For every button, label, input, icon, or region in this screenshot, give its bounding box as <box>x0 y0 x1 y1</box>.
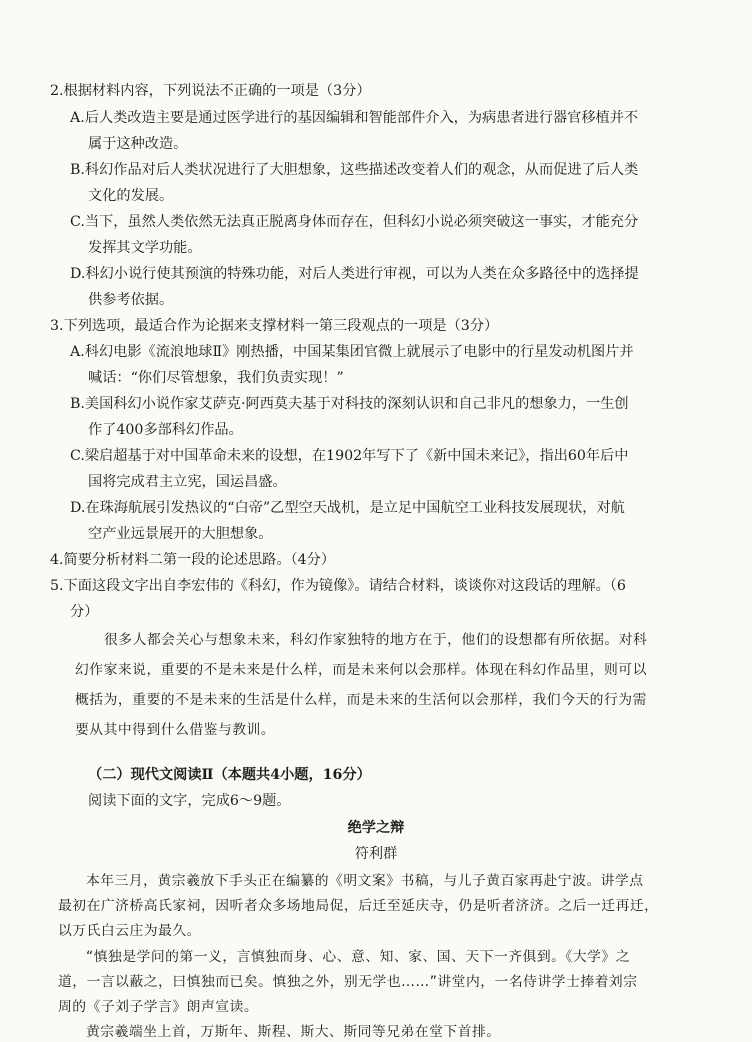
q3-option-a: A.科幻电影《流浪地球Ⅱ》刚热播，中国某集团官微上就展示了电影中的行星发动机图片并 <box>70 344 634 360</box>
q2-option-c-cont: 发挥其文学功能。 <box>88 240 202 256</box>
article-para-1-line-3: 以万氏白云庄为最久。 <box>58 923 201 939</box>
q2-option-d: D.科幻小说行使其预演的特殊功能，对后人类进行审视，可以为人类在众多路径中的选择提 <box>70 266 639 282</box>
q5-quote-line-2: 幻作家来说，重要的不是未来是什么样，而是未来何以会那样。体现在科幻作品里，则可以 <box>75 662 647 678</box>
q5-quote-line-1: 很多人都会关心与想象未来，科幻作家独特的地方在于，他们的设想都有所依据。对科 <box>104 632 648 648</box>
q2-option-a: A.后人类改造主要是通过医学进行的基因编辑和智能部件介入，为病患者进行器官移植并不 <box>70 110 639 126</box>
q3-option-b-cont: 作了400多部科幻作品。 <box>88 422 243 438</box>
q5-quote-line-3: 概括为，重要的不是未来的生活是什么样，而是未来的生活何以会那样，我们今天的行为需 <box>75 692 647 708</box>
section-instruction: 阅读下面的文字，完成6～9题。 <box>88 793 291 809</box>
q3-option-a-cont: 喊话：“你们尽管想象，我们负责实现！” <box>88 370 344 386</box>
q2-option-a-cont: 属于这种改造。 <box>88 136 188 152</box>
q4-stem: 4.简要分析材料二第一段的论述思路。（4分） <box>50 552 336 568</box>
q3-stem: 3.下列选项，最适合作为论据来支撑材料一第三段观点的一项是（3分） <box>50 318 499 334</box>
q2-option-b: B.科幻作品对后人类状况进行了大胆想象，这些描述改变着人们的观念，从而促进了后人类 <box>70 162 639 178</box>
q5-stem: 5.下面这段文字出自李宏伟的《科幻，作为镜像》。请结合材料，谈谈你对这段话的理解。（6 <box>50 578 626 594</box>
article-para-3-line-1: 黄宗羲端坐上首，万斯年、斯程、斯大、斯同等兄弟在堂下首排。 <box>86 1024 501 1040</box>
section-heading: （二）现代文阅读Ⅱ（本题共4小题，16分） <box>88 767 371 783</box>
q2-option-b-cont: 文化的发展。 <box>88 188 174 204</box>
article-para-1-line-2: 最初在广济桥高氏家祠，因听者众多场地局促，后迁至延庆寺，仍是听者济济。之后一迁再迁， <box>58 898 659 914</box>
q3-option-d-cont: 空产业远景展开的大胆想象。 <box>88 526 273 542</box>
article-para-2-line-3: 周的《子刘子学言》朗声宣读。 <box>58 999 259 1015</box>
q3-option-c-cont: 国将完成君主立宪，国运昌盛。 <box>88 474 287 490</box>
q2-stem: 2.根据材料内容，下列说法不正确的一项是（3分） <box>50 83 371 99</box>
article-title: 绝学之辩 <box>347 820 405 836</box>
q5-stem-cont: 分） <box>70 604 99 620</box>
q3-option-b: B.美国科幻小说作家艾萨克·阿西莫夫基于对科技的深刻认识和自己非凡的想象力，一生创 <box>70 396 629 412</box>
article-para-1-line-1: 本年三月，黄宗羲放下手头正在编纂的《明文案》书稿，与儿子黄百家再赴宁波。讲学点 <box>86 873 644 889</box>
article-para-2-line-1: “慎独是学问的第一义，言慎独而身、心、意、知、家、国、天下一齐俱到。《大学》之 <box>86 949 631 965</box>
q3-option-d: D.在珠海航展引发热议的“白帝”乙型空天战机，是立足中国航空工业科技发展现状，对航 <box>70 500 625 516</box>
q2-option-d-cont: 供参考依据。 <box>88 292 174 308</box>
article-para-2-line-2: 道，一言以蔽之，曰慎独而已矣。慎独之外，别无学也……”讲堂内，一名侍讲学士捧着刘宗 <box>58 974 638 990</box>
q3-option-c: C.梁启超基于对中国革命未来的设想，在1902年写下了《新中国未来记》，指出60年后中 <box>70 448 629 464</box>
article-author: 符利群 <box>354 846 398 862</box>
q2-option-c: C.当下，虽然人类依然无法真正脱离身体而存在，但科幻小说必须突破这一事实，才能充分 <box>70 214 639 230</box>
q5-quote-line-4: 要从其中得到什么借鉴与教训。 <box>75 722 276 738</box>
